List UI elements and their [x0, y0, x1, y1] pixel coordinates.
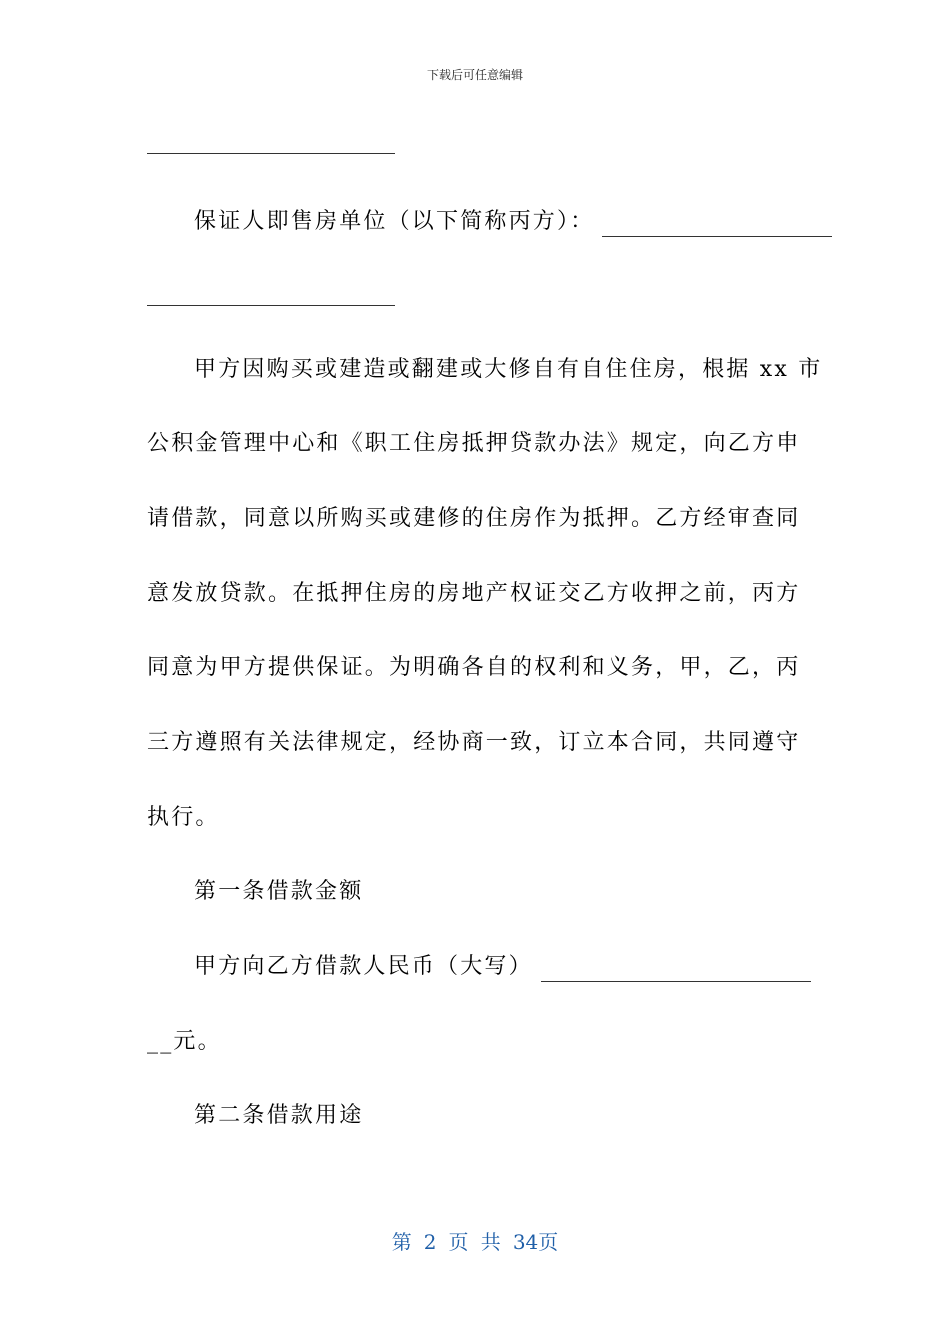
- paragraph-line-4: 意发放贷款。在抵押住房的房地产权证交乙方收押之前，丙方: [147, 581, 801, 606]
- blank-line: [147, 305, 395, 306]
- paragraph-line-7: 执行。: [147, 805, 220, 830]
- paragraph-line-6: 三方遵照有关法律规定，经协商一致，订立本合同，共同遵守: [147, 730, 801, 755]
- footer-total: 34页: [512, 1230, 559, 1254]
- paragraph-line-1: 甲方因购买或建造或翻建或大修自有自住住房，根据 xx 市: [194, 357, 823, 382]
- footer-middle: 页 共: [448, 1230, 501, 1254]
- guarantor-label: 保证人即售房单位（以下简称丙方）：: [194, 209, 595, 234]
- blank-line: [147, 153, 395, 154]
- header-note: 下载后可任意编辑: [426, 68, 523, 82]
- guarantor-blank: [602, 214, 832, 237]
- article1-line: [194, 952, 811, 982]
- paragraph-line-2: 公积金管理中心和《职工住房抵押贷款办法》规定，向乙方申: [147, 431, 801, 456]
- guarantor-line: [194, 207, 832, 237]
- article1-tail: __元。: [147, 1029, 222, 1054]
- paragraph-line-3: 请借款，同意以所购买或建修的住房作为抵押。乙方经审查同: [147, 506, 801, 531]
- amount-blank: [541, 959, 811, 982]
- page-footer: [0, 1226, 950, 1255]
- article1-text: 甲方向乙方借款人民币（大写）: [194, 954, 533, 979]
- article2-title: 第二条借款用途: [194, 1103, 364, 1128]
- article1-title: 第一条借款金额: [194, 879, 364, 904]
- footer-prefix: 第: [391, 1230, 412, 1254]
- paragraph-line-5: 同意为甲方提供保证。为明确各自的权利和义务，甲，乙，丙: [147, 655, 801, 680]
- footer-page-number: 2: [423, 1230, 437, 1254]
